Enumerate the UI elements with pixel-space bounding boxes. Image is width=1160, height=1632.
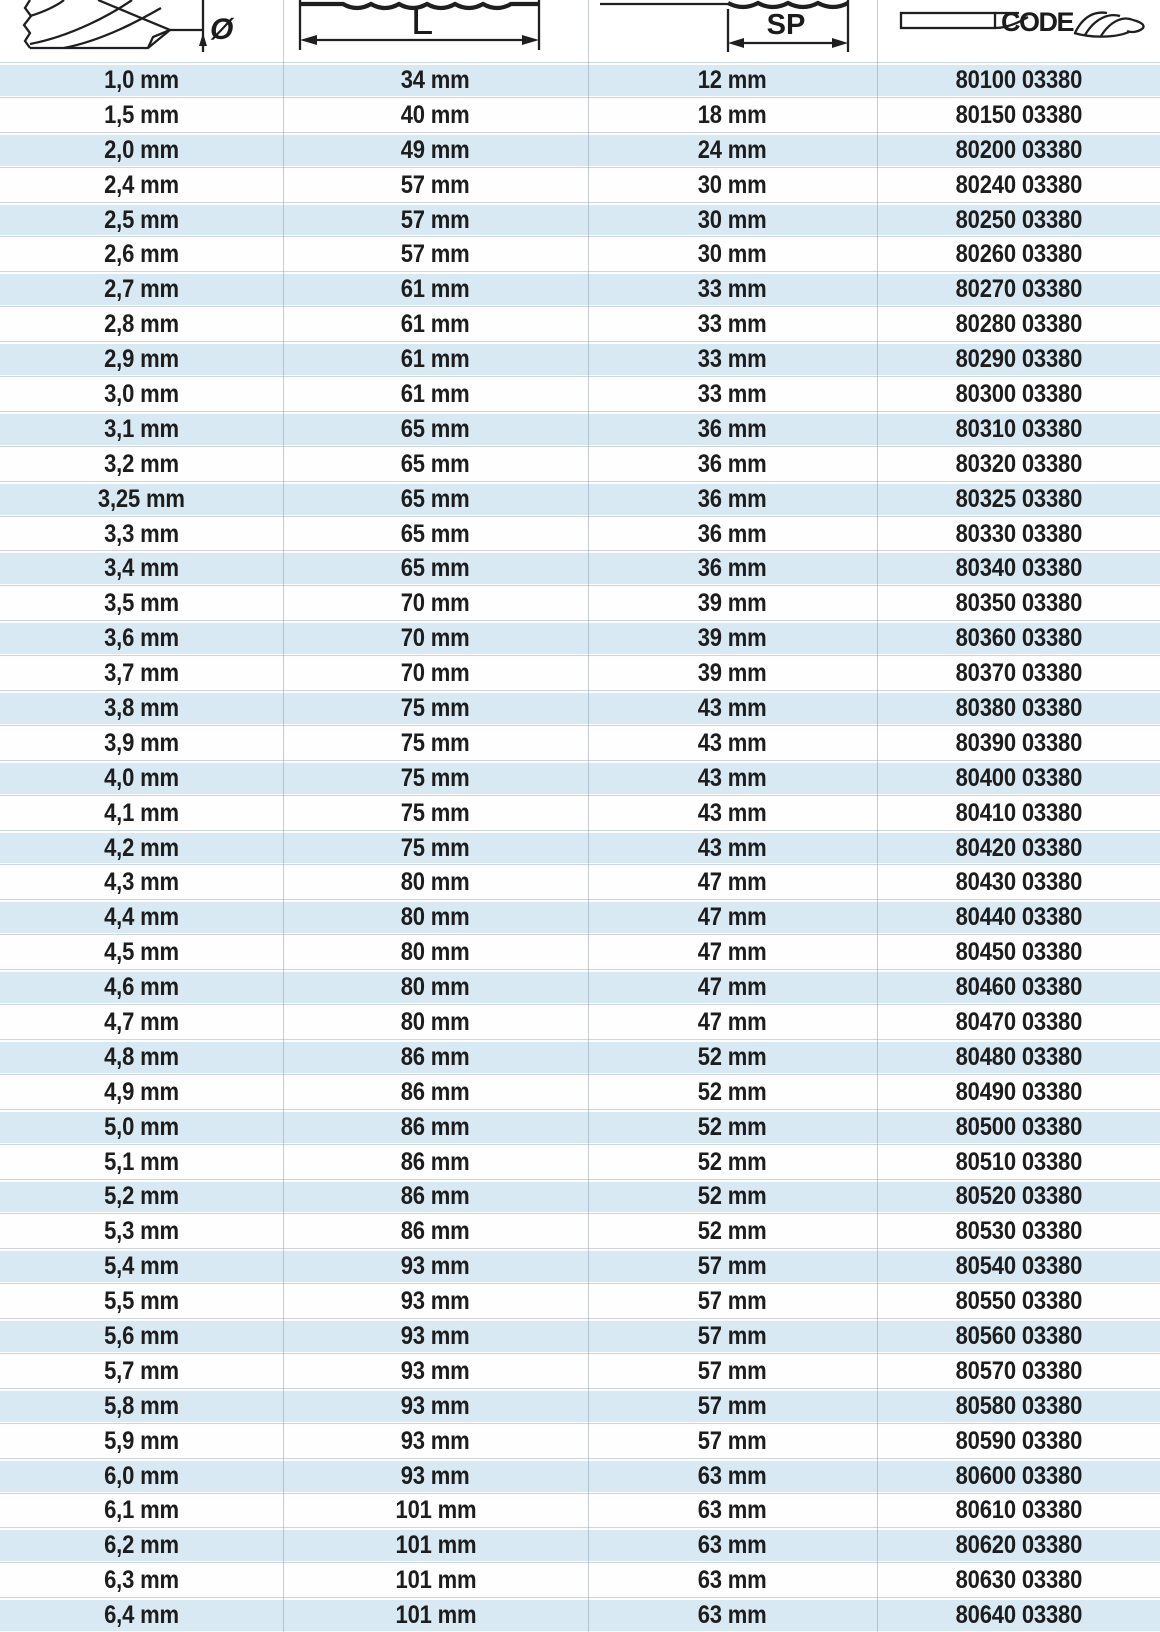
- cell-code: 80390 03380: [955, 728, 1082, 757]
- cell-code: 80500 03380: [955, 1112, 1082, 1141]
- cell-length: 75 mm: [401, 693, 470, 722]
- cell-length: 65 mm: [401, 484, 470, 513]
- length-symbol: L: [411, 0, 434, 43]
- cell-code: 80370 03380: [955, 659, 1082, 688]
- cell-spiral_length: 52 mm: [698, 1077, 767, 1106]
- cell-diameter: 5,2 mm: [104, 1182, 179, 1211]
- table-row: [0, 1109, 1160, 1144]
- cell-code: 80320 03380: [955, 449, 1082, 478]
- cell-diameter: 1,5 mm: [104, 100, 179, 129]
- cell-length: 86 mm: [401, 1217, 470, 1246]
- table-row: [0, 1388, 1160, 1423]
- cell-code: 80640 03380: [955, 1601, 1082, 1630]
- cell-diameter: 3,8 mm: [104, 693, 179, 722]
- cell-length: 80 mm: [401, 1007, 470, 1036]
- table-row: [0, 411, 1160, 446]
- column-divider: [283, 0, 284, 1632]
- cell-spiral_length: 52 mm: [698, 1147, 767, 1176]
- cell-length: 93 mm: [401, 1356, 470, 1385]
- cell-spiral_length: 57 mm: [698, 1426, 767, 1455]
- cell-code: 80510 03380: [955, 1147, 1082, 1176]
- cell-length: 93 mm: [401, 1426, 470, 1455]
- cell-length: 61 mm: [401, 275, 470, 304]
- cell-length: 101 mm: [395, 1601, 476, 1630]
- cell-spiral_length: 39 mm: [698, 624, 767, 653]
- cell-length: 80 mm: [401, 938, 470, 967]
- cell-length: 101 mm: [395, 1566, 476, 1595]
- cell-diameter: 2,4 mm: [104, 170, 179, 199]
- cell-spiral_length: 36 mm: [698, 484, 767, 513]
- cell-diameter: 2,6 mm: [104, 240, 179, 269]
- table-row: [0, 1248, 1160, 1283]
- table-row: [0, 376, 1160, 411]
- cell-spiral_length: 18 mm: [698, 100, 767, 129]
- cell-diameter: 5,1 mm: [104, 1147, 179, 1176]
- cell-spiral_length: 43 mm: [698, 728, 767, 757]
- cell-length: 86 mm: [401, 1112, 470, 1141]
- table-row: [0, 446, 1160, 481]
- table-row: [0, 1144, 1160, 1179]
- cell-length: 80 mm: [401, 868, 470, 897]
- table-row: [0, 725, 1160, 760]
- table-row: [0, 1318, 1160, 1353]
- cell-diameter: 5,0 mm: [104, 1112, 179, 1141]
- cell-spiral_length: 36 mm: [698, 449, 767, 478]
- table-row: [0, 132, 1160, 167]
- table-row: [0, 585, 1160, 620]
- cell-spiral_length: 57 mm: [698, 1322, 767, 1350]
- cell-diameter: 4,9 mm: [104, 1077, 179, 1106]
- table-header: [0, 0, 1160, 62]
- cell-diameter: 5,6 mm: [104, 1322, 179, 1350]
- cell-length: 75 mm: [401, 798, 470, 827]
- cell-diameter: 5,5 mm: [104, 1287, 179, 1316]
- cell-spiral_length: 57 mm: [698, 1391, 767, 1420]
- cell-length: 34 mm: [401, 65, 470, 94]
- cell-diameter: 4,7 mm: [104, 1007, 179, 1036]
- table-row: [0, 97, 1160, 132]
- table-row: [0, 202, 1160, 237]
- table-row: [0, 1213, 1160, 1248]
- cell-diameter: 1,0 mm: [104, 65, 179, 94]
- table-row: [0, 1074, 1160, 1109]
- cell-length: 57 mm: [401, 170, 470, 199]
- cell-code: 80480 03380: [955, 1042, 1082, 1071]
- cell-length: 86 mm: [401, 1042, 470, 1071]
- cell-diameter: 4,5 mm: [104, 938, 179, 967]
- cell-length: 65 mm: [401, 554, 470, 583]
- cell-spiral_length: 36 mm: [698, 519, 767, 548]
- cell-length: 93 mm: [401, 1391, 470, 1420]
- cell-diameter: 4,6 mm: [104, 973, 179, 1002]
- drill-length-diagram-icon: [283, 0, 588, 62]
- cell-diameter: 6,0 mm: [104, 1461, 179, 1490]
- table-row: [0, 550, 1160, 585]
- table-row: [0, 864, 1160, 899]
- cell-spiral_length: 36 mm: [698, 414, 767, 443]
- cell-spiral_length: 33 mm: [698, 310, 767, 339]
- cell-code: 80470 03380: [955, 1007, 1082, 1036]
- table-row: [0, 1423, 1160, 1458]
- cell-diameter: 3,7 mm: [104, 659, 179, 688]
- cell-diameter: 5,4 mm: [104, 1252, 179, 1281]
- cell-spiral_length: 63 mm: [698, 1531, 767, 1560]
- cell-code: 80460 03380: [955, 973, 1082, 1002]
- cell-code: 80570 03380: [955, 1356, 1082, 1385]
- cell-diameter: 3,1 mm: [104, 414, 179, 443]
- cell-length: 65 mm: [401, 414, 470, 443]
- code-label: CODE: [1000, 7, 1074, 37]
- cell-spiral_length: 39 mm: [698, 589, 767, 618]
- cell-code: 80590 03380: [955, 1426, 1082, 1455]
- drill-code-diagram-icon: [877, 0, 1160, 62]
- cell-diameter: 2,8 mm: [104, 310, 179, 339]
- table-row: [0, 1283, 1160, 1318]
- cell-spiral_length: 43 mm: [698, 833, 767, 862]
- cell-spiral_length: 36 mm: [698, 554, 767, 583]
- header-spiral-length: [588, 0, 877, 62]
- table-row: [0, 1562, 1160, 1597]
- cell-spiral_length: 57 mm: [698, 1252, 767, 1281]
- table-row: [0, 1179, 1160, 1214]
- cell-spiral_length: 43 mm: [698, 763, 767, 792]
- cell-length: 80 mm: [401, 973, 470, 1002]
- cell-diameter: 2,9 mm: [104, 345, 179, 374]
- cell-diameter: 6,2 mm: [104, 1531, 179, 1560]
- cell-length: 93 mm: [401, 1322, 470, 1350]
- cell-length: 75 mm: [401, 833, 470, 862]
- cell-diameter: 6,1 mm: [104, 1496, 179, 1525]
- cell-diameter: 5,8 mm: [104, 1391, 179, 1420]
- cell-code: 80430 03380: [955, 868, 1082, 897]
- cell-code: 80420 03380: [955, 833, 1082, 862]
- cell-code: 80600 03380: [955, 1461, 1082, 1490]
- table-row: [0, 795, 1160, 830]
- cell-diameter: 4,4 mm: [104, 903, 179, 932]
- header-code: [877, 0, 1160, 62]
- header-length: [283, 0, 588, 62]
- cell-diameter: 5,7 mm: [104, 1356, 179, 1385]
- column-divider: [588, 0, 589, 1632]
- cell-length: 70 mm: [401, 589, 470, 618]
- cell-spiral_length: 43 mm: [698, 693, 767, 722]
- cell-diameter: 6,3 mm: [104, 1566, 179, 1595]
- table-row: [0, 481, 1160, 516]
- diameter-symbol: Ø: [210, 13, 234, 46]
- cell-length: 101 mm: [395, 1531, 476, 1560]
- cell-diameter: 6,4 mm: [104, 1601, 179, 1630]
- cell-length: 101 mm: [395, 1496, 476, 1525]
- cell-spiral_length: 47 mm: [698, 973, 767, 1002]
- cell-code: 80560 03380: [955, 1322, 1082, 1350]
- cell-code: 80490 03380: [955, 1077, 1082, 1106]
- cell-diameter: 4,0 mm: [104, 763, 179, 792]
- table-row: [0, 1527, 1160, 1562]
- drill-diameter-diagram-icon: [0, 0, 283, 62]
- cell-code: 80310 03380: [955, 414, 1082, 443]
- cell-spiral_length: 63 mm: [698, 1601, 767, 1630]
- table-row: [0, 899, 1160, 934]
- cell-spiral_length: 39 mm: [698, 659, 767, 688]
- cell-code: 80630 03380: [955, 1566, 1082, 1595]
- cell-code: 80150 03380: [955, 100, 1082, 129]
- cell-code: 80380 03380: [955, 693, 1082, 722]
- cell-code: 80440 03380: [955, 903, 1082, 932]
- cell-spiral_length: 63 mm: [698, 1496, 767, 1525]
- table-row: [0, 1597, 1160, 1632]
- cell-spiral_length: 47 mm: [698, 938, 767, 967]
- cell-code: 80400 03380: [955, 763, 1082, 792]
- table-row: [0, 1004, 1160, 1039]
- cell-length: 57 mm: [401, 240, 470, 269]
- cell-diameter: 2,5 mm: [104, 205, 179, 234]
- cell-diameter: 3,25 mm: [98, 484, 185, 513]
- cell-code: 80240 03380: [955, 170, 1082, 199]
- cell-code: 80270 03380: [955, 275, 1082, 304]
- table-row: [0, 306, 1160, 341]
- cell-code: 80250 03380: [955, 205, 1082, 234]
- cell-code: 80330 03380: [955, 519, 1082, 548]
- cell-diameter: 2,7 mm: [104, 275, 179, 304]
- cell-code: 80350 03380: [955, 589, 1082, 618]
- cell-code: 80260 03380: [955, 240, 1082, 269]
- table-row: [0, 1493, 1160, 1528]
- cell-length: 61 mm: [401, 310, 470, 339]
- cell-spiral_length: 63 mm: [698, 1461, 767, 1490]
- cell-diameter: 4,3 mm: [104, 868, 179, 897]
- cell-length: 93 mm: [401, 1461, 470, 1490]
- cell-length: 75 mm: [401, 763, 470, 792]
- cell-code: 80550 03380: [955, 1287, 1082, 1316]
- cell-spiral_length: 33 mm: [698, 379, 767, 408]
- cell-length: 93 mm: [401, 1287, 470, 1316]
- table-row: [0, 655, 1160, 690]
- cell-length: 93 mm: [401, 1252, 470, 1281]
- cell-diameter: 3,6 mm: [104, 624, 179, 653]
- cell-spiral_length: 63 mm: [698, 1566, 767, 1595]
- table-row: [0, 1458, 1160, 1493]
- table-row: [0, 271, 1160, 306]
- header-diameter: [0, 0, 283, 62]
- cell-spiral_length: 52 mm: [698, 1042, 767, 1071]
- cell-code: 80290 03380: [955, 345, 1082, 374]
- table-row: [0, 830, 1160, 865]
- table-row: [0, 62, 1160, 97]
- cell-code: 80610 03380: [955, 1496, 1082, 1525]
- cell-diameter: 3,9 mm: [104, 728, 179, 757]
- table-row: [0, 516, 1160, 551]
- table-row: [0, 620, 1160, 655]
- cell-spiral_length: 52 mm: [698, 1182, 767, 1211]
- cell-length: 86 mm: [401, 1147, 470, 1176]
- cell-length: 80 mm: [401, 903, 470, 932]
- table-row: [0, 934, 1160, 969]
- cell-length: 57 mm: [401, 205, 470, 234]
- cell-diameter: 5,3 mm: [104, 1217, 179, 1246]
- cell-spiral_length: 57 mm: [698, 1287, 767, 1316]
- cell-diameter: 4,1 mm: [104, 798, 179, 827]
- cell-code: 80620 03380: [955, 1531, 1082, 1560]
- cell-length: 65 mm: [401, 519, 470, 548]
- cell-diameter: 3,0 mm: [104, 379, 179, 408]
- cell-spiral_length: 52 mm: [698, 1112, 767, 1141]
- cell-length: 61 mm: [401, 345, 470, 374]
- table-row: [0, 341, 1160, 376]
- cell-code: 80200 03380: [955, 135, 1082, 164]
- table-row: [0, 236, 1160, 271]
- cell-spiral_length: 33 mm: [698, 275, 767, 304]
- cell-spiral_length: 57 mm: [698, 1356, 767, 1385]
- table-body: [0, 62, 1160, 1632]
- cell-diameter: 4,8 mm: [104, 1042, 179, 1071]
- cell-spiral_length: 30 mm: [698, 205, 767, 234]
- cell-spiral_length: 47 mm: [698, 868, 767, 897]
- cell-spiral_length: 30 mm: [698, 170, 767, 199]
- cell-code: 80280 03380: [955, 310, 1082, 339]
- table-row: [0, 167, 1160, 202]
- cell-length: 49 mm: [401, 135, 470, 164]
- cell-code: 80340 03380: [955, 554, 1082, 583]
- cell-spiral_length: 47 mm: [698, 903, 767, 932]
- table-row: [0, 969, 1160, 1004]
- cell-spiral_length: 33 mm: [698, 345, 767, 374]
- cell-spiral_length: 30 mm: [698, 240, 767, 269]
- cell-spiral_length: 12 mm: [698, 65, 767, 94]
- spiral-length-symbol: SP: [766, 9, 806, 41]
- cell-spiral_length: 43 mm: [698, 798, 767, 827]
- cell-diameter: 3,2 mm: [104, 449, 179, 478]
- cell-length: 40 mm: [401, 100, 470, 129]
- cell-code: 80100 03380: [955, 65, 1082, 94]
- cell-spiral_length: 47 mm: [698, 1007, 767, 1036]
- cell-code: 80540 03380: [955, 1252, 1082, 1281]
- table-row: [0, 1353, 1160, 1388]
- table-row: [0, 690, 1160, 725]
- cell-code: 80520 03380: [955, 1182, 1082, 1211]
- cell-code: 80530 03380: [955, 1217, 1082, 1246]
- cell-code: 80360 03380: [955, 624, 1082, 653]
- cell-spiral_length: 52 mm: [698, 1217, 767, 1246]
- cell-diameter: 5,9 mm: [104, 1426, 179, 1455]
- table-row: [0, 760, 1160, 795]
- cell-length: 65 mm: [401, 449, 470, 478]
- cell-diameter: 4,2 mm: [104, 833, 179, 862]
- cell-code: 80580 03380: [955, 1391, 1082, 1420]
- cell-code: 80410 03380: [955, 798, 1082, 827]
- cell-length: 70 mm: [401, 624, 470, 653]
- cell-length: 61 mm: [401, 379, 470, 408]
- cell-diameter: 3,4 mm: [104, 554, 179, 583]
- cell-spiral_length: 24 mm: [698, 135, 767, 164]
- cell-code: 80450 03380: [955, 938, 1082, 967]
- drill-spiral-length-diagram-icon: [588, 0, 877, 62]
- cell-code: 80300 03380: [955, 379, 1082, 408]
- cell-diameter: 3,5 mm: [104, 589, 179, 618]
- column-divider: [877, 0, 878, 1632]
- cell-code: 80325 03380: [955, 484, 1082, 513]
- cell-length: 86 mm: [401, 1182, 470, 1211]
- table-row: [0, 1039, 1160, 1074]
- cell-diameter: 2,0 mm: [104, 135, 179, 164]
- cell-diameter: 3,3 mm: [104, 519, 179, 548]
- cell-length: 86 mm: [401, 1077, 470, 1106]
- cell-length: 75 mm: [401, 728, 470, 757]
- cell-length: 70 mm: [401, 659, 470, 688]
